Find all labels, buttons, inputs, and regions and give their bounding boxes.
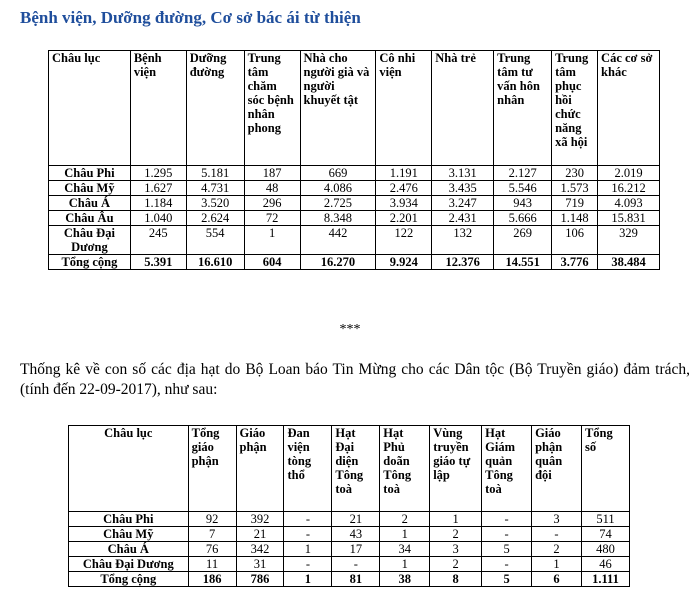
table2-cell: - [482,527,532,542]
table2-header: Vùng truyền giáo tự lập [430,426,482,512]
table1-cell: 3.247 [432,196,494,211]
table1-cell: 1.191 [376,166,432,181]
table1-cell: 2.431 [432,211,494,226]
table2-header: Đan viện tòng thổ [284,426,332,512]
table2-cell: 480 [581,542,629,557]
table2-header: Hạt Đại diện Tông toà [332,426,380,512]
table1-cell: 12.376 [432,255,494,270]
table1-cell: 669 [300,166,376,181]
table1-cell: 3.934 [376,196,432,211]
section-heading: Bệnh viện, Dưỡng đường, Cơ sở bác ái từ thiện [20,8,361,27]
table2-cell: 21 [236,527,284,542]
table1-header: Châu lục [49,51,131,166]
table2-cell: 34 [380,542,430,557]
table1-cell: 122 [376,226,432,255]
table2-cell: 1 [380,557,430,572]
table1-cell: 1.295 [130,166,186,181]
table2-row-label: Châu Á [69,542,189,557]
table1-cell: 5.391 [130,255,186,270]
table2-cell: 511 [581,512,629,527]
table2-cell: - [284,512,332,527]
separator: *** [339,322,361,337]
table1-cell: 1.627 [130,181,186,196]
table2-cell: 1 [380,527,430,542]
table2-header: Hạt Phủ doãn Tông toà [380,426,430,512]
table1-cell: 943 [494,196,552,211]
table1-cell: 5.666 [494,211,552,226]
table1-row [49,181,660,196]
table1-cell: 187 [244,166,300,181]
table1-cell: 48 [244,181,300,196]
table2-cell: 8 [430,572,482,587]
table1-header: Nhà trẻ [432,51,494,166]
table1-row-label: Châu Phi [49,166,131,181]
table2-row [69,557,630,572]
table1-cell: 269 [494,226,552,255]
table1-cell: 5.546 [494,181,552,196]
table1-header: Nhà cho người già và người khuyết tật [300,51,376,166]
table2-cell: 43 [332,527,380,542]
table2-header: Châu lục [69,426,189,512]
table1-cell: 245 [130,226,186,255]
table1-header: Trung tâm tư vấn hôn nhân [494,51,552,166]
table1-row [49,255,660,270]
table1-row-label: Châu Á [49,196,131,211]
table1-cell: 15.831 [598,211,660,226]
table1-row [49,226,660,255]
table1-row [49,166,660,181]
table2-cell: 1 [430,512,482,527]
table1-cell: 2.476 [376,181,432,196]
table2-header: Giáo phận [236,426,284,512]
table2-cell: - [332,557,380,572]
table2-row-label: Châu Mỹ [69,527,189,542]
table2-cell: 186 [188,572,236,587]
table1-row-label: Châu Đại Dương [49,226,131,255]
table2-header: Hạt Giám quản Tông toà [482,426,532,512]
table1-row-label: Tổng cộng [49,255,131,270]
table1-row-label: Châu Âu [49,211,131,226]
table2-cell: - [482,557,532,572]
table1-cell: 2.725 [300,196,376,211]
table1-cell: 1.573 [552,181,598,196]
table1-cell: 1 [244,226,300,255]
table2-cell: 46 [581,557,629,572]
table2-cell: 1 [284,542,332,557]
table2-row [69,527,630,542]
table1-cell: 3.520 [186,196,244,211]
table1-cell: 4.093 [598,196,660,211]
table2-cell: 17 [332,542,380,557]
table2-cell: 5 [482,572,532,587]
table1-cell: 72 [244,211,300,226]
table1-cell: 2.127 [494,166,552,181]
table2-cell: 7 [188,527,236,542]
table2-cell: 3 [430,542,482,557]
table1-cell: 2.201 [376,211,432,226]
table1-cell: 16.212 [598,181,660,196]
table2-cell: 6 [532,572,582,587]
table1-cell: 2.019 [598,166,660,181]
table2-cell: 1 [532,557,582,572]
table2-row [69,542,630,557]
table1-cell: 132 [432,226,494,255]
table2-cell: 76 [188,542,236,557]
table2-cell: 5 [482,542,532,557]
table2-cell: 74 [581,527,629,542]
table1-cell: 14.551 [494,255,552,270]
table1-cell: 5.181 [186,166,244,181]
table1-cell: 8.348 [300,211,376,226]
table1-row [49,196,660,211]
table1-cell: 604 [244,255,300,270]
table1-cell: 4.086 [300,181,376,196]
table2-cell: 1.111 [581,572,629,587]
table2-cell: 3 [532,512,582,527]
table2-cell: 81 [332,572,380,587]
table2-row [69,572,630,587]
table2-row-label: Tổng cộng [69,572,189,587]
table2-cell: 786 [236,572,284,587]
table2-header: Tổng giáo phận [188,426,236,512]
table2-cell: - [284,557,332,572]
table1-cell: 3.131 [432,166,494,181]
table1-header: Cô nhi viện [376,51,432,166]
table1-cell: 106 [552,226,598,255]
table1-cell: 1.148 [552,211,598,226]
table1-cell: 9.924 [376,255,432,270]
table1-cell: 16.610 [186,255,244,270]
table2-cell: 38 [380,572,430,587]
table1-header: Dưỡng đường [186,51,244,166]
table2-cell: 2 [430,527,482,542]
table2-cell: - [284,527,332,542]
table2-cell: - [482,512,532,527]
table2-cell: 2 [532,542,582,557]
table2-cell: 21 [332,512,380,527]
table1-cell: 16.270 [300,255,376,270]
table1-cell: 554 [186,226,244,255]
table1-cell: 1.184 [130,196,186,211]
table2-row-label: Châu Đại Dương [69,557,189,572]
table1-cell: 2.624 [186,211,244,226]
table1-cell: 442 [300,226,376,255]
table2-cell: 92 [188,512,236,527]
table1-cell: 38.484 [598,255,660,270]
charity-institutions-table [48,50,660,270]
table1-cell: 3.435 [432,181,494,196]
table2-cell: 2 [380,512,430,527]
table2-header: Giáo phận quân đội [532,426,582,512]
table1-header: Trung tâm chăm sóc bệnh nhân phong [244,51,300,166]
table2-cell: 392 [236,512,284,527]
table1-header: Bệnh viện [130,51,186,166]
table1-cell: 3.776 [552,255,598,270]
table2-header: Tổng số [581,426,629,512]
table1-cell: 230 [552,166,598,181]
table2-cell: - [532,527,582,542]
table2-cell: 1 [284,572,332,587]
table2-cell: 342 [236,542,284,557]
table2-cell: 2 [430,557,482,572]
table2-cell: 11 [188,557,236,572]
table1-row [49,211,660,226]
intro-paragraph: Thống kê về con số các địa hạt do Bộ Loan báo Tin Mừng cho các Dân tộc (Bộ Truyền giáo) đảm trách, (tính đến 22-09-2017), như sau: [20,361,690,398]
mission-territories-table [68,425,630,587]
table1-header: Các cơ sở khác [598,51,660,166]
table1-row-label: Châu Mỹ [49,181,131,196]
table1-cell: 296 [244,196,300,211]
table1-cell: 1.040 [130,211,186,226]
table2-row [69,512,630,527]
table1-cell: 329 [598,226,660,255]
table1-header: Trung tâm phục hồi chức năng xã hội [552,51,598,166]
table1-cell: 4.731 [186,181,244,196]
table2-row-label: Châu Phi [69,512,189,527]
table2-cell: 31 [236,557,284,572]
table1-cell: 719 [552,196,598,211]
